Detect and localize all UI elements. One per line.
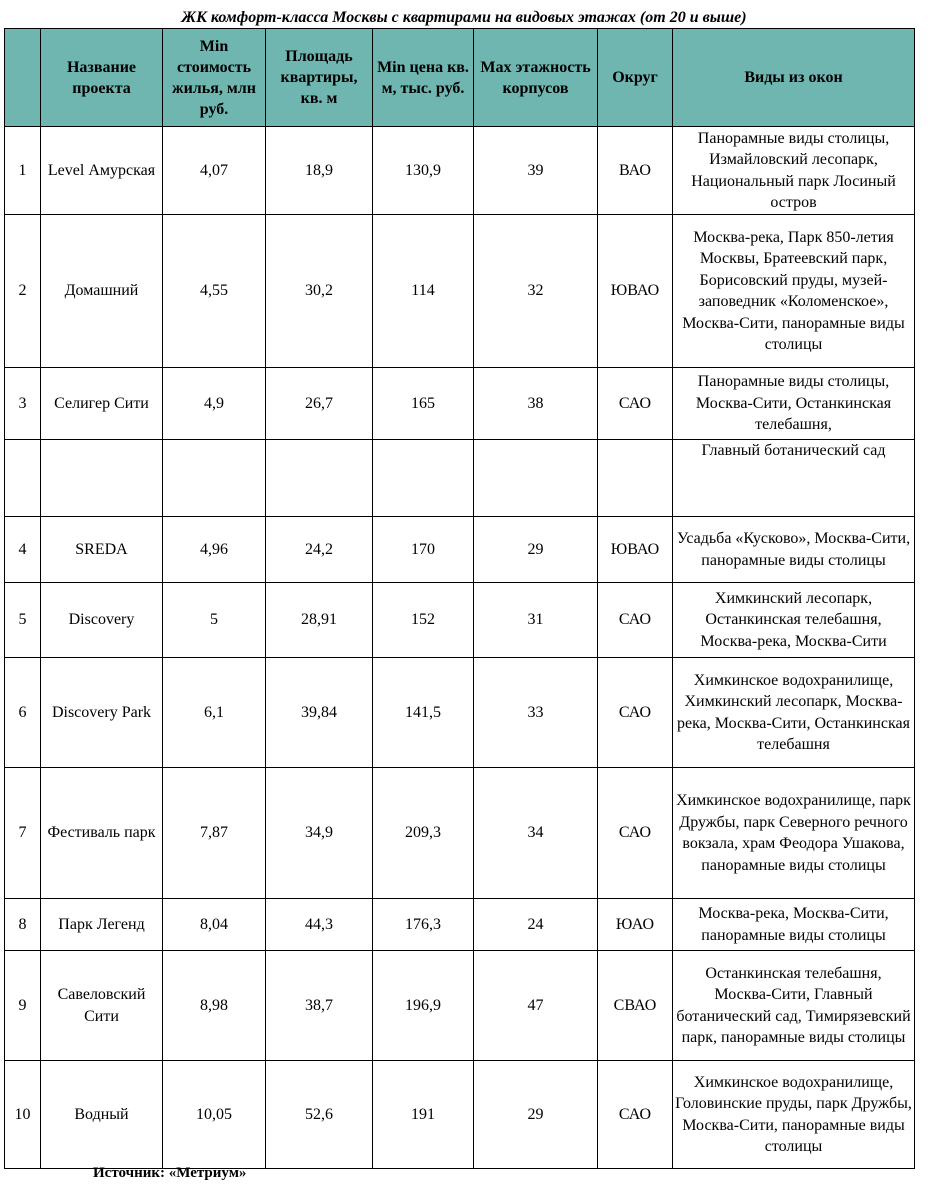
cell-max-floors: 29 (474, 1061, 598, 1169)
complexes-table (4, 28, 915, 1169)
cell-views: Химкинское водохранилище, парк Дружбы, парк Северного речного вокзала, храм Феодора Ушакова, панорамные виды столицы (673, 768, 915, 899)
cell-area: 44,3 (266, 899, 373, 951)
cell-max-floors: 32 (474, 215, 598, 368)
cell-district: САО (598, 583, 673, 658)
cell-max-floors: 24 (474, 899, 598, 951)
cell-min-price: 176,3 (373, 899, 474, 951)
table-row (5, 440, 915, 517)
cell-name: Савеловский Сити (41, 951, 163, 1061)
cell-district: СВАО (598, 951, 673, 1061)
cell-min-price: 170 (373, 517, 474, 583)
cell-min-price: 141,5 (373, 658, 474, 768)
table-row (5, 899, 915, 951)
cell-area: 52,6 (266, 1061, 373, 1169)
cell-min-price: 191 (373, 1061, 474, 1169)
cell-name: Домашний (41, 215, 163, 368)
cell-area: 28,91 (266, 583, 373, 658)
cell-district: ЮВАО (598, 215, 673, 368)
cell-num: 2 (5, 215, 41, 368)
cell-name: Discovery (41, 583, 163, 658)
cell-min-price: 165 (373, 368, 474, 440)
cell-area (266, 440, 373, 517)
cell-district: ЮАО (598, 899, 673, 951)
table-row (5, 768, 915, 899)
cell-district: САО (598, 368, 673, 440)
cell-min-price: 209,3 (373, 768, 474, 899)
cell-name: SREDA (41, 517, 163, 583)
cell-views: Главный ботанический сад (673, 440, 915, 517)
table-row (5, 658, 915, 768)
cell-district: САО (598, 658, 673, 768)
cell-views: Химкинский лесопарк, Останкинская телебашня, Москва-река, Москва-Сити (673, 583, 915, 658)
cell-num (5, 440, 41, 517)
cell-district: САО (598, 768, 673, 899)
cell-views: Усадьба «Кусково», Москва-Сити, панорамные виды столицы (673, 517, 915, 583)
cell-views: Останкинская телебашня, Москва-Сити, Главный ботанический сад, Тимирязевский парк, панорамные виды столицы (673, 951, 915, 1061)
header-district: Округ (598, 29, 673, 127)
cell-max-floors: 33 (474, 658, 598, 768)
cell-area: 34,9 (266, 768, 373, 899)
table-row (5, 517, 915, 583)
cell-min-cost: 4,55 (163, 215, 266, 368)
cell-max-floors: 29 (474, 517, 598, 583)
cell-max-floors: 34 (474, 768, 598, 899)
cell-area: 18,9 (266, 127, 373, 215)
cell-views: Москва-река, Парк 850-летия Москвы, Братеевский парк, Борисовский пруды, музей-заповедник «Коломенское», Москва-Сити, панорамные виды столицы (673, 215, 915, 368)
cell-views: Панорамные виды столицы, Измайловский лесопарк, Национальный парк Лосиный остров (673, 127, 915, 215)
cell-min-price: 196,9 (373, 951, 474, 1061)
cell-name: Discovery Park (41, 658, 163, 768)
cell-min-cost: 8,04 (163, 899, 266, 951)
cell-views: Химкинское водохранилище, Головинские пруды, парк Дружбы, Москва-Сити, панорамные виды столицы (673, 1061, 915, 1169)
source-note: Источник: «Метриум» (93, 1165, 247, 1181)
header-min-cost: Min стоимость жилья, млн руб. (163, 29, 266, 127)
cell-min-cost: 4,9 (163, 368, 266, 440)
cell-max-floors: 47 (474, 951, 598, 1061)
cell-name: Водный (41, 1061, 163, 1169)
header-max-floors: Max этажность корпусов (474, 29, 598, 127)
cell-area: 30,2 (266, 215, 373, 368)
cell-area: 39,84 (266, 658, 373, 768)
cell-min-price: 152 (373, 583, 474, 658)
cell-area: 24,2 (266, 517, 373, 583)
table-title: ЖК комфорт-класса Москвы с квартирами на видовых этажах (от 20 и выше) (181, 9, 747, 26)
cell-name: Level Амурская (41, 127, 163, 215)
table-row (5, 951, 915, 1061)
cell-views: Москва-река, Москва-Сити, панорамные виды столицы (673, 899, 915, 951)
cell-views: Панорамные виды столицы, Москва-Сити, Останкинская телебашня, (673, 368, 915, 440)
cell-num: 5 (5, 583, 41, 658)
cell-name (41, 440, 163, 517)
cell-name: Парк Легенд (41, 899, 163, 951)
header-min-price: Min цена кв. м, тыс. руб. (373, 29, 474, 127)
header-row (5, 29, 915, 127)
cell-max-floors: 38 (474, 368, 598, 440)
header-area: Площадь квартиры, кв. м (266, 29, 373, 127)
cell-num: 3 (5, 368, 41, 440)
cell-num: 9 (5, 951, 41, 1061)
cell-district (598, 440, 673, 517)
header-name: Название проекта (41, 29, 163, 127)
cell-min-cost (163, 440, 266, 517)
cell-views: Химкинское водохранилище, Химкинский лесопарк, Москва-река, Москва-Сити, Останкинская телебашня (673, 658, 915, 768)
cell-name: Селигер Сити (41, 368, 163, 440)
cell-min-cost: 5 (163, 583, 266, 658)
cell-district: САО (598, 1061, 673, 1169)
cell-num: 4 (5, 517, 41, 583)
cell-min-price: 114 (373, 215, 474, 368)
table-row (5, 127, 915, 215)
table-row (5, 215, 915, 368)
header-views: Виды из окон (673, 29, 915, 127)
cell-num: 1 (5, 127, 41, 215)
header-num (5, 29, 41, 127)
cell-area: 26,7 (266, 368, 373, 440)
cell-min-price (373, 440, 474, 517)
cell-area: 38,7 (266, 951, 373, 1061)
cell-max-floors (474, 440, 598, 517)
cell-district: ЮВАО (598, 517, 673, 583)
cell-max-floors: 31 (474, 583, 598, 658)
table-row (5, 368, 915, 440)
cell-min-cost: 6,1 (163, 658, 266, 768)
cell-num: 8 (5, 899, 41, 951)
cell-num: 7 (5, 768, 41, 899)
cell-min-cost: 4,07 (163, 127, 266, 215)
cell-district: ВАО (598, 127, 673, 215)
cell-min-cost: 10,05 (163, 1061, 266, 1169)
cell-min-cost: 4,96 (163, 517, 266, 583)
cell-name: Фестиваль парк (41, 768, 163, 899)
cell-min-cost: 8,98 (163, 951, 266, 1061)
cell-min-price: 130,9 (373, 127, 474, 215)
table-row (5, 583, 915, 658)
cell-num: 10 (5, 1061, 41, 1169)
cell-max-floors: 39 (474, 127, 598, 215)
cell-num: 6 (5, 658, 41, 768)
table-row (5, 1061, 915, 1169)
cell-min-cost: 7,87 (163, 768, 266, 899)
